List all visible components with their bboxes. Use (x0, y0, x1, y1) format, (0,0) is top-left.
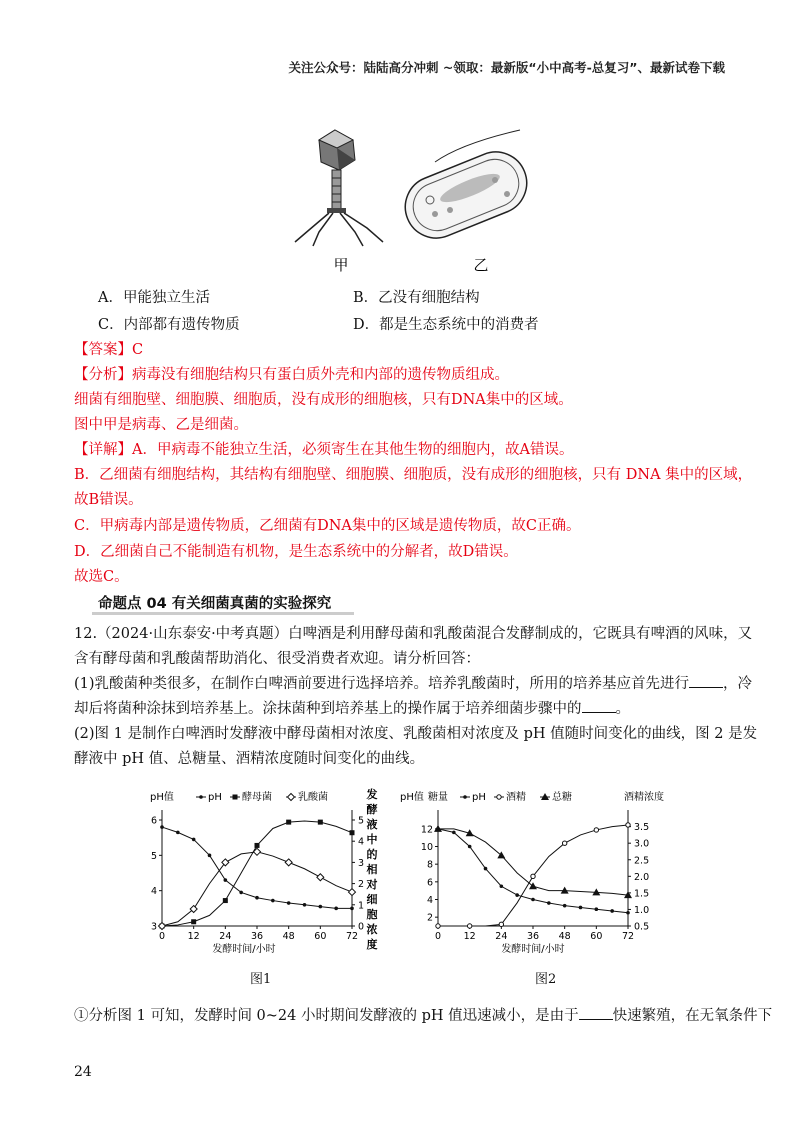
detail-line: 故选C。 (74, 569, 129, 585)
fig1-ylabel-right-char: 对 (366, 878, 378, 891)
fig1-ylabel-right-char: 浓 (366, 923, 378, 936)
series-line-2 (162, 821, 352, 926)
fig2-xlabel: 发酵时间/小时 (501, 944, 565, 955)
data-point (271, 899, 275, 903)
data-point (595, 907, 599, 911)
y-tick-label: 3 (150, 921, 157, 933)
data-point (239, 891, 243, 895)
data-point (467, 924, 471, 928)
y2-tick-label: 5 (358, 815, 365, 827)
data-point (350, 907, 354, 911)
fig2-ylabel-right: 酒精浓度 (624, 792, 664, 803)
analysis-line: 图中甲是病毒、乙是细菌。 (74, 417, 248, 433)
detail-line: B．乙细菌有细胞结构，其结构有细胞壁、细胞膜、细胞质，没有成形的细胞核，只有 DNA 集中的区域， (74, 467, 753, 483)
figure-2-chart (400, 780, 670, 960)
figure-1-caption: 图1 (250, 972, 272, 987)
option-c: C．内部都有遗传物质 (98, 317, 240, 333)
x-tick-label: 72 (621, 931, 635, 942)
question-line: 12.（2024·山东泰安·中考真题）白啤酒是利用酵母菌和乳酸菌混合发酵制成的，它既具有啤酒的风味，又 (74, 626, 753, 642)
fig1-legend-lactic: 乳酸菌 (298, 792, 328, 803)
fig1-legend (196, 790, 328, 803)
option-d: D．都是生态系统中的消费者 (353, 317, 539, 333)
data-point (562, 841, 566, 845)
answer-blank[interactable] (582, 700, 616, 713)
data-point (318, 820, 323, 825)
data-point (610, 909, 614, 913)
y-tick-label: 5 (150, 850, 157, 862)
data-point (303, 903, 307, 907)
x-tick-label: 36 (250, 931, 264, 942)
answer: 【答案】C (74, 342, 144, 358)
fig1-ylabel-right-char: 液 (366, 818, 378, 831)
fig1-ylabel-right-char: 发 (366, 788, 378, 801)
x-tick-label: 12 (463, 931, 476, 942)
data-point (223, 898, 228, 903)
answer-blank[interactable] (579, 1007, 613, 1020)
data-point (191, 919, 196, 924)
data-point (452, 831, 456, 835)
y-tick-label: 8 (426, 859, 433, 871)
question-line: 酵液中 pH 值、总糖量、酒精浓度随时间变化的曲线。 (74, 751, 425, 767)
fig1-ylabel-left: pH值 (150, 792, 174, 803)
question-line: (1)乳酸菌种类很多，在制作白啤酒前要进行选择培养。培养乳酸菌时，所用的培养基应首先进行 ，冷 (74, 676, 753, 692)
detail-line: D．乙细菌自己不能制造有机物，是生态系统中的分解者，故D错误。 (74, 544, 518, 560)
question-line: 却后将菌种涂抹到培养基上。涂抹菌种到培养基上的操作属于培养细菌步骤中的 。 (74, 701, 630, 717)
data-point (468, 845, 472, 849)
x-tick-label: 48 (558, 931, 571, 942)
figure-1-chart (140, 780, 380, 960)
x-tick-label: 0 (158, 931, 166, 942)
fig2-ylabel-sugar: 糖量 (428, 792, 448, 803)
figure-2-caption: 图2 (535, 972, 557, 987)
y2-tick-label: 3.0 (634, 838, 650, 850)
fig2-legend-sugar: 总糖 (552, 792, 572, 803)
data-point (317, 874, 324, 881)
question-line: (2)图 1 是制作白啤酒时发酵液中酵母菌相对浓度、乳酸菌相对浓度及 pH 值随时间变化的曲线，图 2 是发 (74, 726, 758, 742)
data-point (484, 867, 488, 871)
series-line-3 (162, 852, 352, 926)
x-tick-label: 24 (495, 931, 508, 942)
x-tick-label: 60 (590, 931, 603, 942)
analysis-line: 【分析】病毒没有细胞结构只有蛋白质外壳和内部的遗传物质组成。 (74, 367, 509, 383)
fig1-ylabel-right-char: 相 (366, 863, 378, 876)
y-tick-label: 6 (150, 815, 157, 827)
fig1-ylabel-right-char: 中 (366, 833, 378, 846)
y-tick-label: 10 (420, 842, 433, 853)
section-underline (92, 612, 354, 615)
fig1-ylabel-right-char: 胞 (366, 908, 378, 921)
x-tick-label: 36 (526, 931, 540, 942)
data-point (286, 820, 291, 825)
y2-tick-label: 2.0 (634, 871, 650, 883)
data-point (436, 924, 440, 928)
fig1-xlabel: 发酵时间/小时 (212, 944, 276, 955)
y2-tick-label: 0.5 (634, 921, 650, 933)
bacterium-drawing (396, 130, 536, 247)
y-tick-label: 6 (426, 877, 433, 889)
question-line: 含有酵母菌和乳酸菌帮助消化、很受消费者欢迎。请分析回答： (74, 651, 480, 667)
y2-tick-label: 2 (358, 879, 365, 891)
data-point (255, 843, 260, 848)
fig1-ylabel-right-char: 细 (366, 893, 378, 906)
data-point (594, 828, 598, 832)
x-tick-label: 0 (434, 931, 442, 942)
data-point (434, 825, 442, 832)
data-point (499, 922, 503, 926)
data-point (334, 907, 338, 911)
data-point (287, 901, 291, 905)
y2-tick-label: 3 (358, 857, 365, 869)
x-tick-label: 48 (282, 931, 295, 942)
detail-line: C．甲病毒内部是遗传物质，乙细菌有DNA集中的区域是遗传物质，故C正确。 (74, 518, 581, 534)
data-point (626, 911, 630, 915)
y-tick-label: 2 (426, 912, 433, 924)
data-point (547, 901, 551, 905)
fig2-ylabel-ph: pH值 (400, 792, 424, 803)
analysis-line: 细菌有细胞壁、细胞膜、细胞质，没有成形的细胞核，只有DNA集中的区域。 (74, 392, 573, 408)
virus-bacteria-figure (285, 118, 545, 278)
x-tick-label: 12 (187, 931, 200, 942)
data-point (285, 859, 292, 866)
fig2-legend-ph: pH (472, 792, 486, 803)
data-point (579, 906, 583, 910)
fig1-ylabel-right-char: 的 (366, 848, 378, 861)
fig2-legend (460, 790, 572, 803)
data-point (515, 893, 519, 897)
data-point (208, 854, 212, 858)
fig1-legend-ph: pH (208, 792, 222, 803)
detail-line: 故B错误。 (74, 492, 143, 508)
fig1-ylabel-right-char: 酵 (366, 803, 378, 816)
data-point (192, 838, 196, 842)
question-line: ①分析图 1 可知，发酵时间 0~24 小时期间发酵液的 pH 值迅速减小，是由于 快速繁殖，在无氧条件下 (74, 1008, 773, 1024)
y2-tick-label: 2.5 (634, 855, 650, 867)
fig2-legend-alcohol: 酒精 (506, 792, 526, 803)
data-point (563, 904, 567, 908)
y-tick-label: 4 (150, 886, 157, 898)
label-yi: 乙 (473, 256, 489, 274)
y2-tick-label: 1.0 (634, 904, 650, 916)
y2-tick-label: 3.5 (634, 822, 650, 834)
data-point (255, 896, 259, 900)
page-number: 24 (74, 1064, 92, 1080)
bacteriophage-drawing (295, 130, 383, 246)
fig1-ylabel-right-char: 度 (366, 938, 378, 951)
section-title: 命题点 04 有关细菌真菌的实验探究 (98, 596, 332, 612)
data-point (531, 898, 535, 902)
y2-tick-label: 4 (358, 836, 365, 848)
y2-tick-label: 1 (358, 900, 365, 912)
x-tick-label: 24 (219, 931, 232, 942)
option-b: B．乙没有细胞结构 (353, 290, 480, 306)
x-tick-label: 60 (314, 931, 327, 942)
y-tick-label: 4 (426, 895, 433, 906)
data-point (319, 905, 323, 909)
data-point (224, 878, 228, 882)
data-point (160, 825, 164, 829)
data-point (531, 874, 535, 878)
x-tick-label: 72 (345, 931, 359, 942)
data-point (500, 884, 504, 888)
fig1-legend-yeast: 酵母菌 (242, 792, 272, 803)
label-jia: 甲 (333, 256, 349, 274)
data-point (349, 889, 356, 896)
option-a: A．甲能独立生活 (98, 290, 210, 306)
detail-line: 【详解】A．甲病毒不能独立生活，必须寄生在其他生物的细胞内，故A错误。 (74, 442, 574, 458)
data-point (176, 831, 180, 835)
answer-blank[interactable] (689, 675, 723, 688)
y2-tick-label: 0 (358, 921, 365, 933)
y-tick-label: 12 (420, 824, 433, 836)
page-header: 关注公众号：陆陆高分冲刺 ~领取：最新版“小中高考-总复习”、最新试卷下载 (288, 60, 725, 75)
data-point (626, 823, 630, 827)
y2-tick-label: 1.5 (634, 888, 650, 900)
data-point (350, 830, 355, 835)
